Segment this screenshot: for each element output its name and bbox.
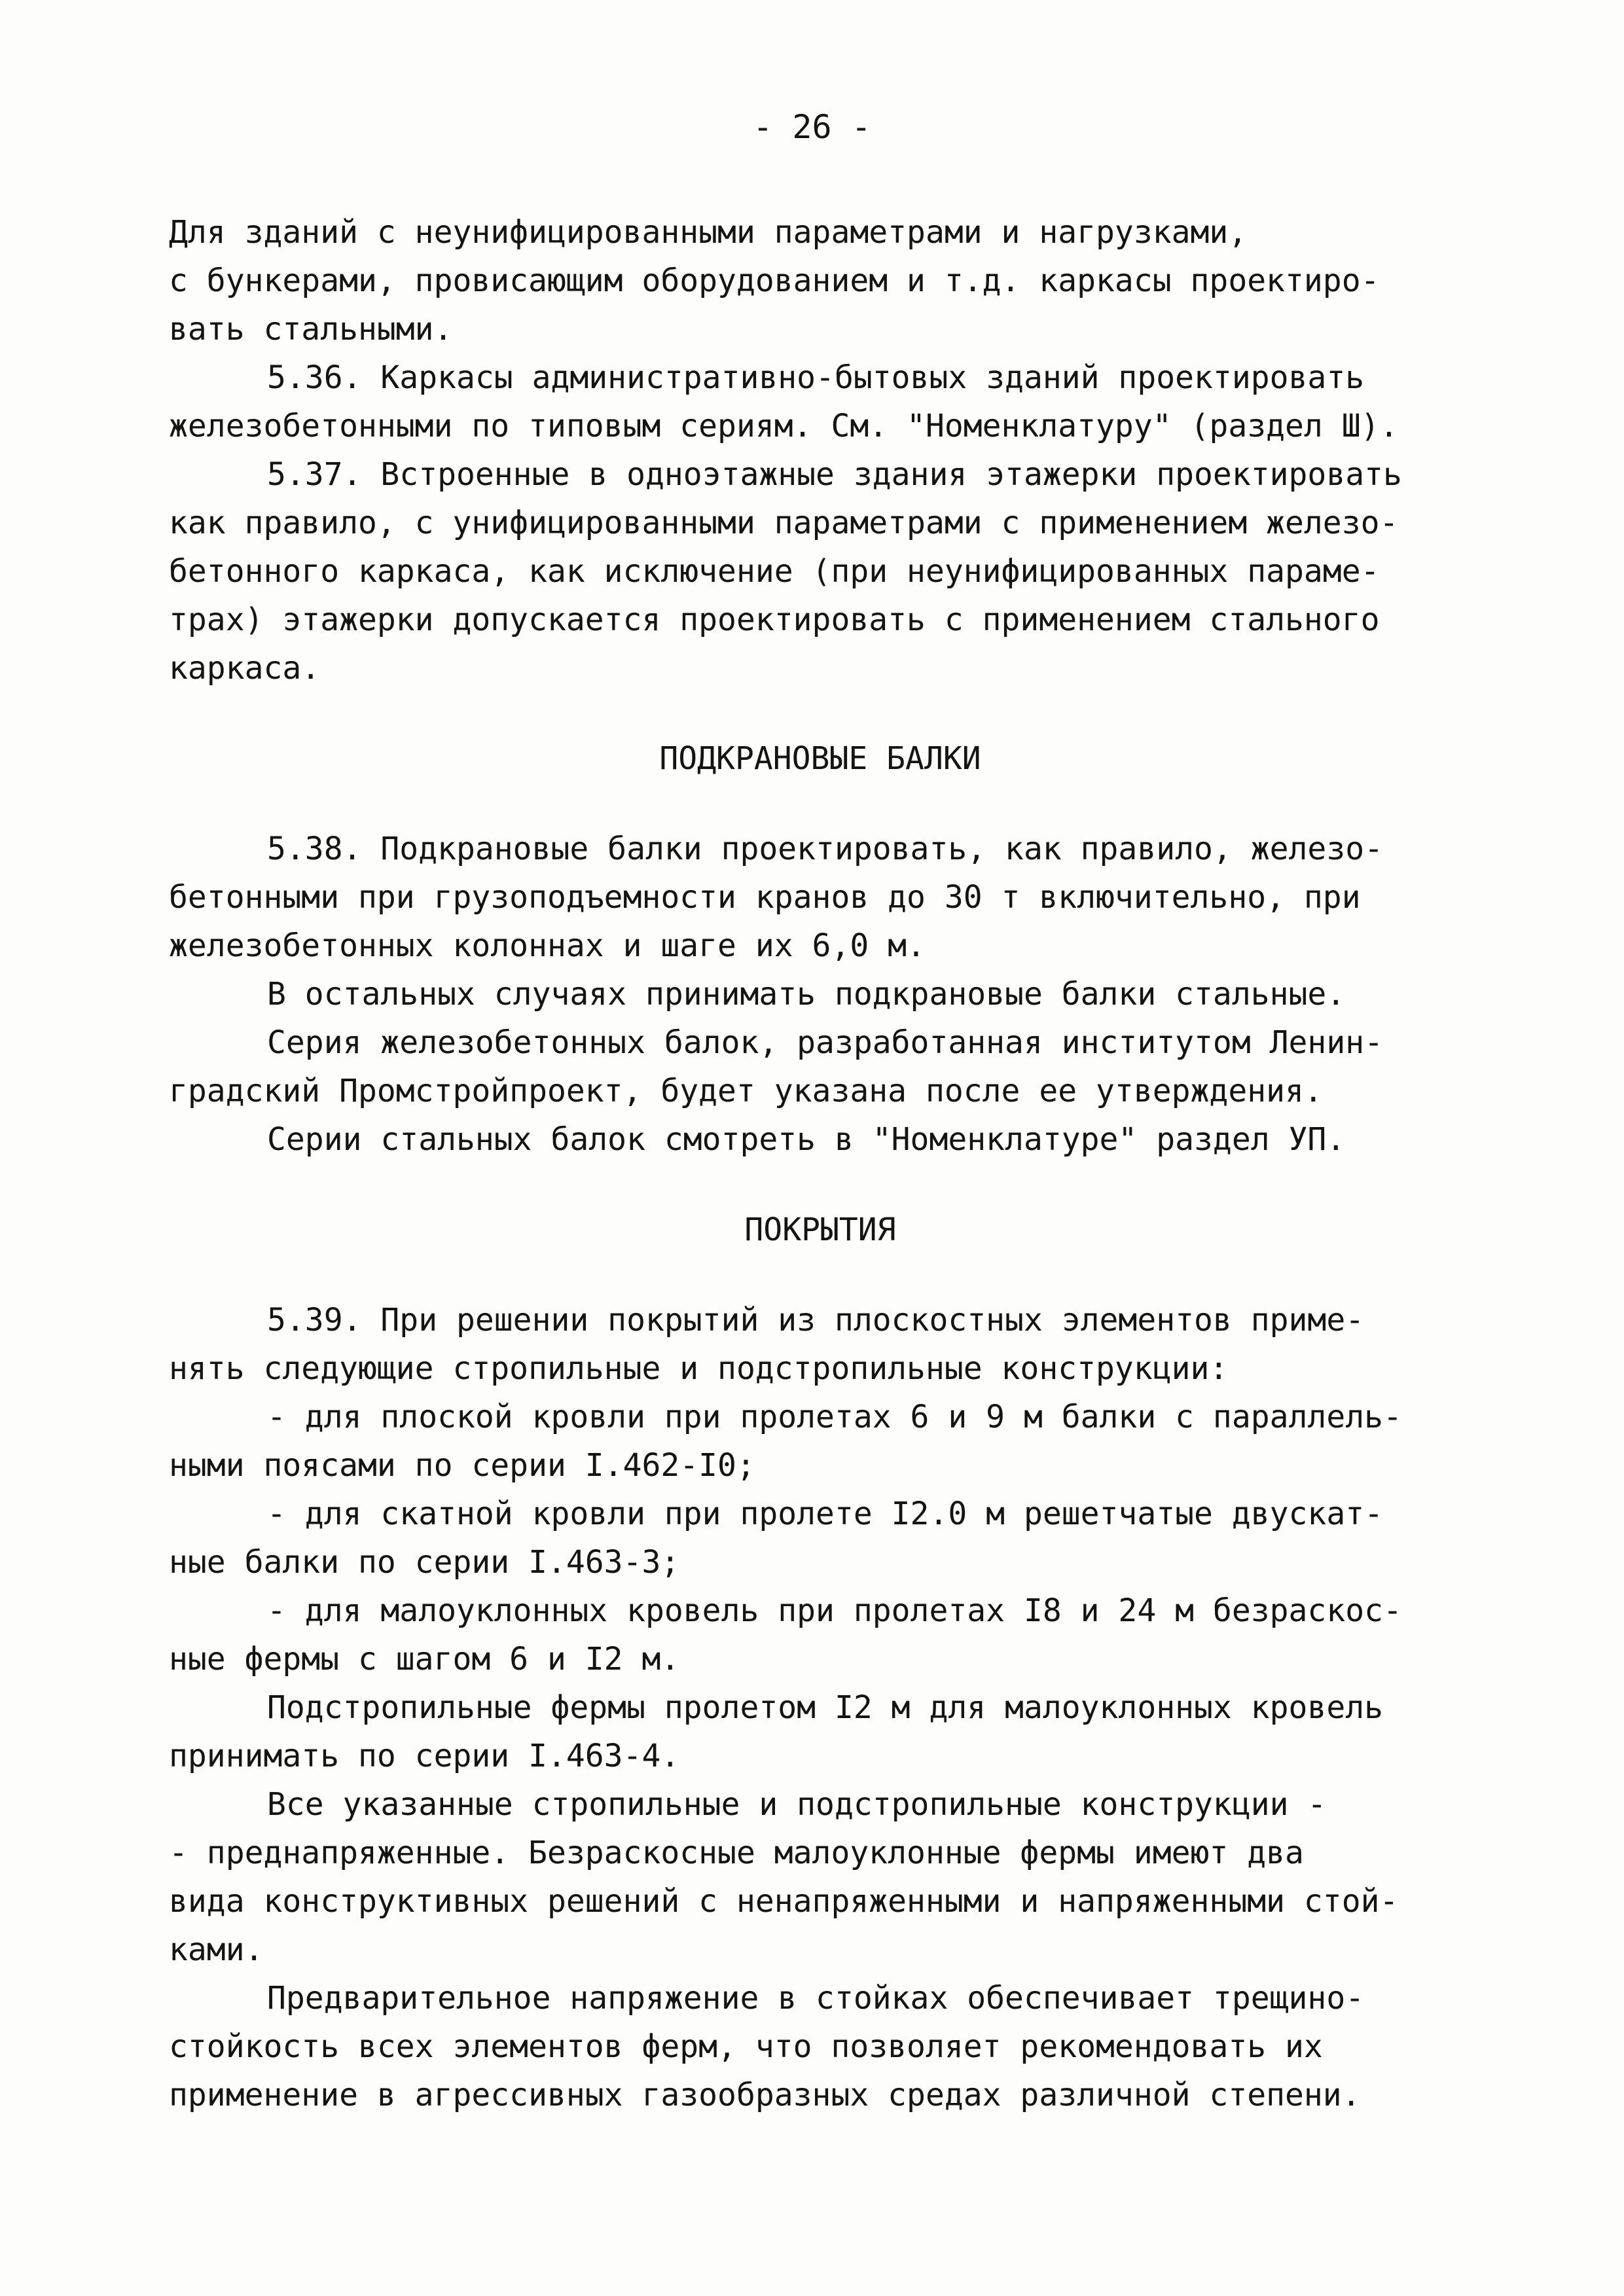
text-line: Для зданий с неунифицированными параметрами и нагрузками, [169, 214, 1248, 251]
text-line: - для малоуклонных кровель при пролетах I8 и 24 м безраскос- [267, 1592, 1402, 1629]
text-line: Предварительное напряжение в стойках обеспечивает трещино- [267, 1980, 1365, 2017]
text-line: 5.37. Встроенные в одноэтажные здания этажерки проектировать [267, 456, 1402, 493]
text-line: ные фермы с шагом 6 и I2 м. [169, 1641, 680, 1677]
text-line: трах) этажерки допускается проектировать с применением стального [169, 601, 1380, 638]
text-line: каркаса. [169, 650, 321, 687]
text-line: Подстропильные фермы пролетом I2 м для малоуклонных кровель [267, 1689, 1384, 1726]
text-line: с бункерами, провисающим оборудованием и т.д. каркасы проектиро- [169, 262, 1380, 299]
text-line: вида конструктивных решений с ненапряженными и напряженными стой- [169, 1883, 1399, 1920]
text-line: Серия железобетонных балок, разработанная институтом Ленин- [267, 1024, 1384, 1061]
text-line: как правило, с унифицированными параметрами с применением железо- [169, 505, 1399, 541]
section-heading-crane-beams: ПОДКРАНОВЫЕ БАЛКИ [659, 740, 981, 777]
text-line: 5.39. При решении покрытий из плоскостных элементов приме- [267, 1302, 1365, 1338]
text-line: принимать по серии I.463-4. [169, 1738, 680, 1774]
text-line: Все указанные стропильные и подстропильные конструкции - [267, 1786, 1327, 1823]
text-line: железобетонных колоннах и шаге их 6,0 м. [169, 927, 926, 964]
page-body [169, 208, 1471, 2119]
text-line: - преднапряженные. Безраскосные малоуклонные фермы имеют два [169, 1835, 1304, 1871]
text-line: бетонными при грузоподъемности кранов до 30 т включительно, при [169, 879, 1361, 916]
page-number: - 26 - [753, 108, 871, 146]
text-line: бетонного каркаса, как исключение (при неунифицированных параме- [169, 553, 1380, 590]
text-line: градский Промстройпроект, будет указана после ее утверждения. [169, 1073, 1323, 1109]
section-heading-roofs: ПОКРЫТИЯ [744, 1211, 896, 1248]
text-line: 5.38. Подкрановые балки проектировать, как правило, железо- [267, 831, 1384, 867]
text-line: стойкость всех элементов ферм, что позволяет рекомендовать их [169, 2028, 1323, 2065]
text-line: В остальных случаях принимать подкрановые балки стальные. [267, 976, 1346, 1013]
text-line: железобетонными по типовым сериям. См. "Номенклатуру" (раздел Ш). [169, 408, 1399, 444]
text-line: 5.36. Каркасы административно-бытовых зданий проектировать [267, 359, 1365, 396]
text-line: Серии стальных балок смотреть в "Номенклатуре" раздел УП. [267, 1121, 1346, 1158]
text-line: - для плоской кровли при пролетах 6 и 9 м балки с параллель- [267, 1399, 1402, 1435]
text-line: ными поясами по серии I.462-I0; [169, 1447, 755, 1484]
text-line: ные балки по серии I.463-3; [169, 1544, 680, 1581]
text-line: - для скатной кровли при пролете I2.0 м решетчатые двускат- [267, 1496, 1384, 1532]
text-line: вать стальными. [169, 311, 453, 348]
text-line: ками. [169, 1931, 264, 1968]
text-line: применение в агрессивных газообразных средах различной степени. [169, 2077, 1361, 2113]
text-line: нять следующие стропильные и подстропильные конструкции: [169, 1350, 1229, 1387]
